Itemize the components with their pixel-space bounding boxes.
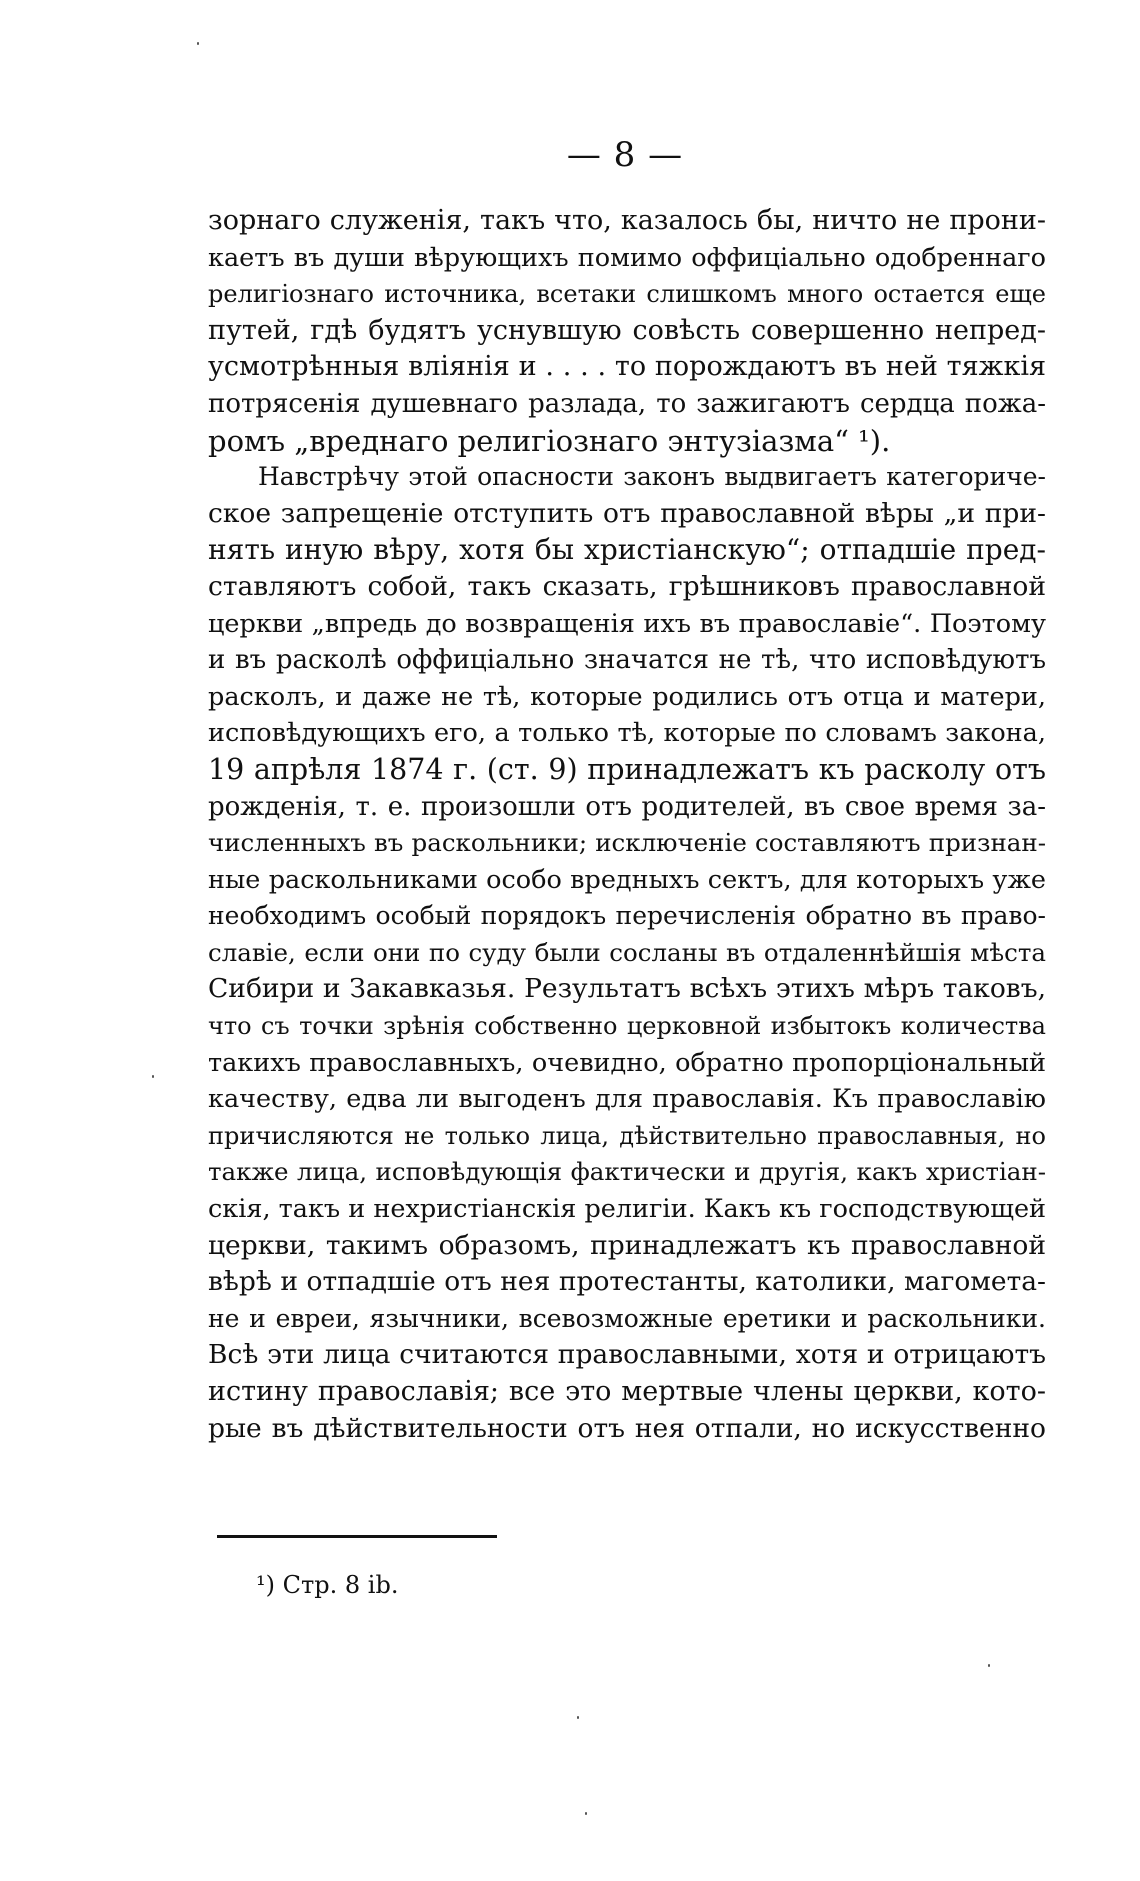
text-line: усмотрѣнныя вліянія и . . . . то порождаютъ въ ней тяжкія [208, 351, 1046, 383]
text-line: славіе, если они по суду были сосланы въ отдаленнѣйшія мѣста [208, 937, 1046, 967]
text-line: необходимъ особый порядокъ перечисленія обратно въ право- [208, 901, 1046, 931]
paragraph-start-line: Навстрѣчу этой опасности законъ выдвигаетъ категориче- [258, 462, 1046, 492]
text-line: качеству, едва ли выгоденъ для православія. Къ православію [208, 1084, 1046, 1115]
text-line: расколъ, и даже не тѣ, которые родились отъ отца и матери, [208, 681, 1046, 712]
text-line: такихъ православныхъ, очевидно, обратно пропорціональный [208, 1047, 1046, 1078]
text-line: Всѣ эти лица считаются православными, хотя и отрицаютъ [208, 1339, 1046, 1371]
text-line: нять иную вѣру, хотя бы христіанскую“; отпадшіе пред- [208, 533, 1046, 567]
page-number: — 8 — [566, 135, 684, 175]
text-line: путей, гдѣ будятъ уснувшую совѣсть совершенно непред- [208, 314, 1046, 346]
text-line: исповѣдующихъ его, а только тѣ, которые по словамъ закона, [208, 718, 1046, 749]
text-line: религіознаго источника, всетаки слишкомъ много остается еще [208, 280, 1046, 309]
scan-speck [585, 1812, 587, 1815]
text-line: скія, такъ и нехристіанскія религіи. Какъ къ господствующей [208, 1194, 1047, 1225]
text-line: также лица, исповѣдующія фактически и другія, какъ христіан- [208, 1157, 1046, 1187]
text-line: зорнаго служенія, такъ что, казалось бы, ничто не прони- [208, 205, 1046, 236]
footnote: ¹) Стр. 8 ib. [256, 1571, 399, 1599]
text-line: вѣрѣ и отпадшіе отъ нея протестанты, католики, магомета- [208, 1266, 1046, 1298]
scan-speck [577, 1716, 579, 1719]
text-line: ные раскольниками особо вредныхъ сектъ, для которыхъ уже [208, 864, 1046, 895]
scan-speck [152, 1075, 154, 1078]
text-line: численныхъ въ раскольники; исключеніе составляютъ признан- [208, 828, 1046, 858]
text-line: рые въ дѣйствительности отъ нея отпали, но искусственно [208, 1412, 1046, 1444]
text-line: церкви, такимъ образомъ, принадлежатъ къ православной [208, 1229, 1046, 1261]
scan-speck [988, 1664, 990, 1667]
body-text [208, 203, 1046, 1447]
text-line: рожденія, т. е. произошли отъ родителей, въ свое время за- [208, 791, 1046, 822]
text-line: ставляютъ собой, такъ сказать, грѣшниковъ православной [208, 570, 1046, 602]
text-line: не и евреи, язычники, всевозможные еретики и раскольники. [208, 1303, 1046, 1333]
text-line: причисляются не только лица, дѣйствительно православныя, но [208, 1121, 1046, 1150]
text-line: Сибири и Закавказья. Результатъ всѣхъ этихъ мѣръ таковъ, [208, 973, 1046, 1005]
footnote-divider [217, 1535, 497, 1538]
text-line: ромъ „вреднаго религіознаго энтузіазма“ ¹). [208, 423, 891, 458]
text-line: 19 апрѣля 1874 г. (ст. 9) принадлежатъ къ расколу отъ [208, 752, 1046, 786]
text-line: и въ расколѣ оффиціально значатся не тѣ, что исповѣдуютъ [208, 645, 1046, 676]
text-line: каетъ въ души вѣрующихъ помимо оффиціально одобреннаго [208, 242, 1046, 273]
text-line: истину православія; все это мертвые члены церкви, кото- [208, 1376, 1046, 1407]
text-line: потрясенія душевнаго разлада, то зажигаютъ сердца пожа- [208, 388, 1046, 419]
text-line: что съ точки зрѣнія собственно церковной избытокъ количества [208, 1012, 1046, 1041]
text-line: церкви „впредь до возвращенія ихъ въ православіе“. Поэтому [208, 608, 1046, 639]
scan-speck [197, 42, 199, 45]
text-line: ское запрещеніе отступить отъ православной вѣры „и при- [208, 497, 1046, 529]
